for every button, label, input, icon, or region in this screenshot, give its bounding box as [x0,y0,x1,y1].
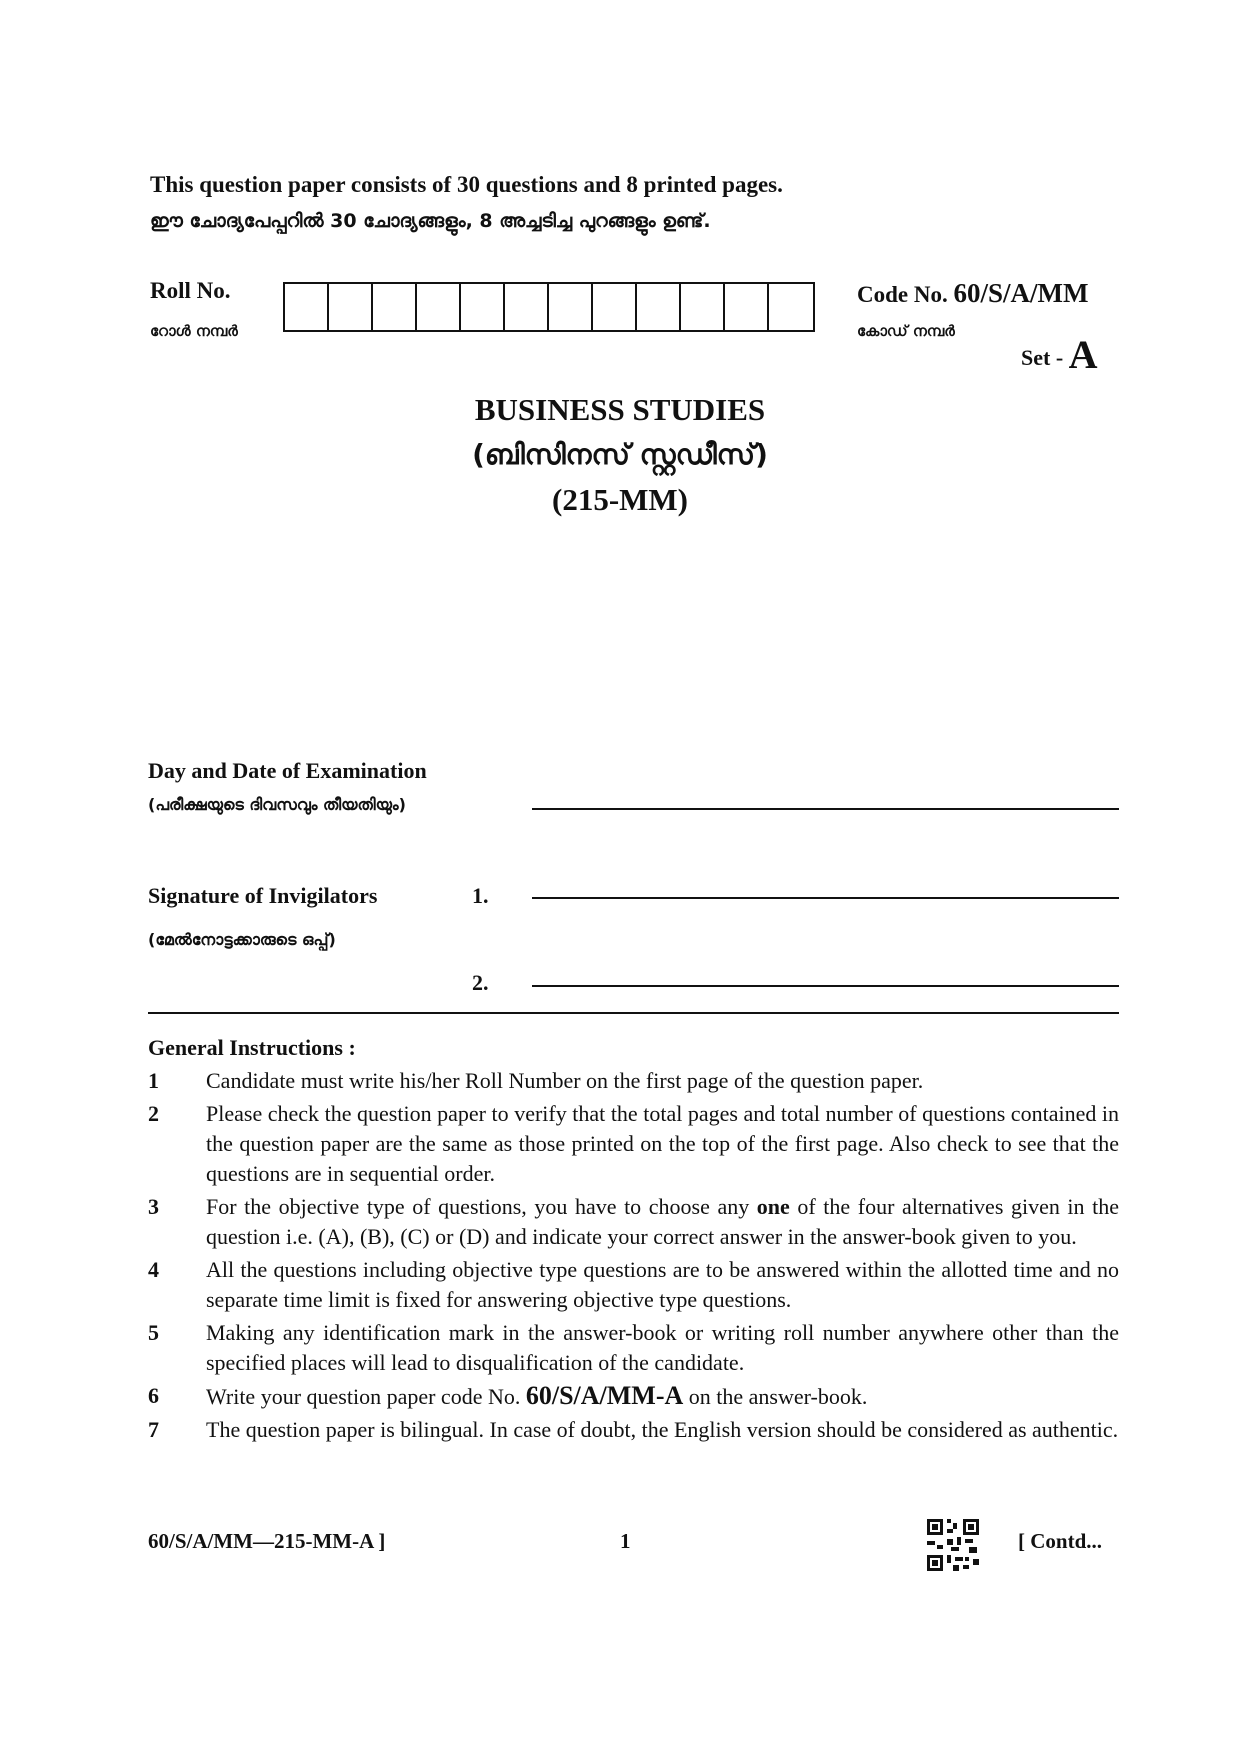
paper-summary-en: This question paper consists of 30 questions and 8 printed pages. [150,172,783,197]
exam-date-line[interactable] [532,808,1119,810]
instruction-number: 6 [148,1383,159,1408]
instruction-number: 2 [148,1101,159,1126]
roll-number-box[interactable] [329,284,373,330]
instruction-number: 4 [148,1257,159,1282]
subject-title-en: BUSINESS STUDIES [474,392,766,427]
roll-number-label-ml: റോൾ നമ്പർ [150,322,238,340]
instruction-item [148,1099,1119,1189]
instruction-item [148,1415,1119,1445]
instruction-number: 1 [148,1068,159,1093]
invigilator-signature-label-ml: (മേൽനോട്ടക്കാരുടെ ഒപ്പ്) [148,930,336,949]
exam-date-label: Day and Date of Examination [148,758,427,783]
general-instructions-heading: General Instructions : [148,1035,356,1060]
exam-date-label-ml: (പരീക്ഷയുടെ ദിവസവും തീയതിയും) [148,795,406,814]
instruction-text-part: on the answer-book. [683,1384,868,1409]
signature-number-2: 2. [472,970,489,995]
roll-number-box[interactable] [285,284,329,330]
roll-number-box[interactable] [637,284,681,330]
instruction-number: 5 [148,1320,159,1345]
page-number: 1 [620,1529,631,1553]
invigilator-signature-label: Signature of Invigilators [148,883,378,908]
paper-summary-ml: ഈ ചോദ്യപേപ്പറിൽ 30 ചോദ്യങ്ങളും, 8 അച്ചടിച്ച പുറങ്ങളും ഉണ്ട്. [150,210,711,232]
instructions-list [148,1066,1119,1448]
roll-number-box[interactable] [725,284,769,330]
section-divider [148,1012,1119,1014]
roll-number-box[interactable] [549,284,593,330]
code-number-value: 60/S/A/MM [953,278,1089,308]
instruction-item [148,1255,1119,1315]
code-number-label [857,278,1088,309]
set-label: Set - [1021,345,1064,370]
instruction-text: The question paper is bilingual. In case of doubt, the English version should be considered as authentic. [206,1417,1119,1442]
instruction-text: All the questions including objective type questions are to be answered within the allotted time and no separate time limit is fixed for answering objective type questions. [206,1257,1119,1312]
code-number-label-text: Code No. [857,282,948,307]
qr-code-icon [925,1517,981,1573]
roll-number-box[interactable] [461,284,505,330]
roll-number-box[interactable] [681,284,725,330]
roll-number-box[interactable] [373,284,417,330]
instruction-emphasis: one [756,1194,790,1219]
signature-number-1: 1. [472,883,489,908]
continued-label: [ Contd... [1018,1529,1103,1553]
signature-line-1[interactable] [532,897,1119,899]
subject-title-ml: (ബിസിനസ് സ്റ്റഡീസ്) [472,438,768,471]
instruction-number: 7 [148,1417,159,1442]
instruction-paper-code: 60/S/A/MM-A [525,1381,684,1410]
roll-number-label: Roll No. [150,278,231,303]
instruction-text [206,1381,1119,1412]
instruction-text [206,1192,1119,1252]
instruction-item [148,1381,1119,1412]
instruction-text-part: Write your question paper code No. [206,1384,526,1409]
instruction-item [148,1318,1119,1378]
instruction-text: Please check the question paper to verify that the total pages and total number of questions contained in the question paper are the same as those printed on the top of the first page. Also check to see that the questions are in sequential order. [206,1101,1119,1186]
roll-number-box[interactable] [769,284,813,330]
roll-number-box[interactable] [417,284,461,330]
code-number-label-ml: കോഡ് നമ്പർ [857,322,955,340]
roll-number-box[interactable] [505,284,549,330]
instruction-text: Making any identification mark in the answer-book or writing roll number anywhere other than the specified places will lead to disqualification of the candidate. [206,1320,1119,1375]
instruction-text-part: For the objective type of questions, you have to choose any [206,1194,757,1219]
subject-code: (215-MM) [552,482,688,517]
footer-paper-code: 60/S/A/MM—215-MM-A ] [148,1529,386,1553]
instruction-number: 3 [148,1194,159,1219]
roll-number-boxes[interactable] [283,282,815,332]
roll-number-box[interactable] [593,284,637,330]
instruction-text: Candidate must write his/her Roll Number on the first page of the question paper. [206,1068,924,1093]
instruction-item [148,1066,1119,1096]
set-value: A [1068,332,1098,377]
instruction-text-part: of the four alternatives given in the question i.e. (A), (B), (C) or (D) and indicate your correct answer in the answer-book given to you. [206,1194,1119,1249]
set-indicator [1021,328,1098,375]
instruction-item [148,1192,1119,1252]
signature-line-2[interactable] [532,985,1119,987]
